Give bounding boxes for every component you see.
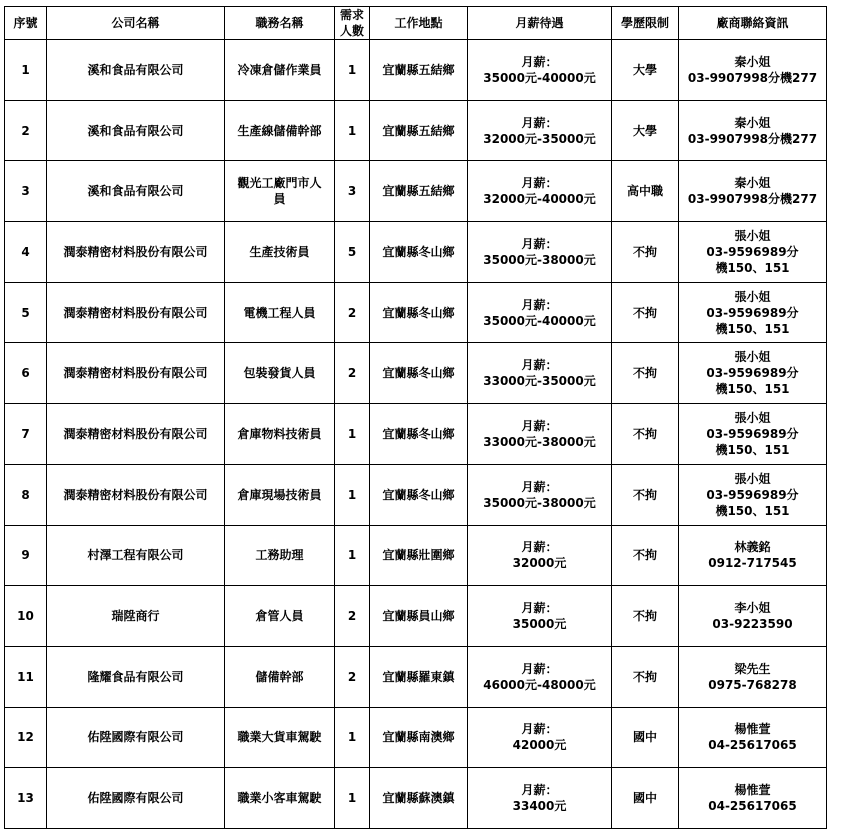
header-index: 序號	[5, 7, 47, 40]
table-row	[5, 646, 827, 707]
cell-salary: 月薪： 42000元	[468, 707, 612, 768]
cell-salary: 月薪： 33000元-38000元	[468, 404, 612, 465]
cell-work-location: 宜蘭縣羅東鎮	[370, 646, 468, 707]
cell-headcount: 1	[335, 40, 370, 101]
cell-salary: 月薪： 35000元-40000元	[468, 282, 612, 343]
cell-index: 2	[5, 100, 47, 161]
table-row	[5, 343, 827, 404]
cell-headcount: 1	[335, 100, 370, 161]
cell-job-title: 倉庫物料技術員	[225, 404, 335, 465]
job-listing-table	[4, 6, 827, 829]
cell-salary: 月薪： 32000元-40000元	[468, 161, 612, 222]
table-body	[5, 40, 827, 829]
cell-work-location: 宜蘭縣冬山鄉	[370, 404, 468, 465]
cell-education: 不拘	[612, 222, 679, 283]
cell-salary: 月薪： 46000元-48000元	[468, 646, 612, 707]
cell-contact-info: 林義銘 0912-717545	[679, 525, 827, 586]
cell-work-location: 宜蘭縣五結鄉	[370, 100, 468, 161]
cell-index: 7	[5, 404, 47, 465]
cell-job-title: 職業大貨車駕駛	[225, 707, 335, 768]
cell-job-title: 倉庫現場技術員	[225, 464, 335, 525]
cell-job-title: 包裝發貨人員	[225, 343, 335, 404]
cell-education: 不拘	[612, 525, 679, 586]
cell-job-title: 生產線儲備幹部	[225, 100, 335, 161]
cell-contact-info: 張小姐 03-9596989分 機150、151	[679, 404, 827, 465]
header-headcount: 需求 人數	[335, 7, 370, 40]
cell-education: 高中職	[612, 161, 679, 222]
cell-headcount: 3	[335, 161, 370, 222]
cell-education: 大學	[612, 100, 679, 161]
cell-job-title: 工務助理	[225, 525, 335, 586]
cell-headcount: 1	[335, 707, 370, 768]
cell-education: 不拘	[612, 586, 679, 647]
header-company-name: 公司名稱	[47, 7, 225, 40]
cell-headcount: 1	[335, 464, 370, 525]
cell-contact-info: 楊惟萱 04-25617065	[679, 768, 827, 829]
cell-job-title: 職業小客車駕駛	[225, 768, 335, 829]
table-row	[5, 525, 827, 586]
cell-index: 5	[5, 282, 47, 343]
cell-education: 不拘	[612, 282, 679, 343]
table-row	[5, 707, 827, 768]
cell-headcount: 1	[335, 404, 370, 465]
cell-job-title: 觀光工廠門市人 員	[225, 161, 335, 222]
cell-education: 大學	[612, 40, 679, 101]
header-salary: 月薪待遇	[468, 7, 612, 40]
cell-index: 12	[5, 707, 47, 768]
cell-index: 1	[5, 40, 47, 101]
table-row	[5, 404, 827, 465]
cell-salary: 月薪： 35000元	[468, 586, 612, 647]
table-row	[5, 464, 827, 525]
cell-company-name: 溪和食品有限公司	[47, 100, 225, 161]
table-row	[5, 768, 827, 829]
cell-contact-info: 張小姐 03-9596989分 機150、151	[679, 343, 827, 404]
cell-company-name: 溪和食品有限公司	[47, 161, 225, 222]
cell-salary: 月薪： 32000元-35000元	[468, 100, 612, 161]
cell-work-location: 宜蘭縣冬山鄉	[370, 464, 468, 525]
cell-job-title: 冷凍倉儲作業員	[225, 40, 335, 101]
cell-index: 9	[5, 525, 47, 586]
cell-headcount: 2	[335, 343, 370, 404]
cell-work-location: 宜蘭縣五結鄉	[370, 161, 468, 222]
cell-contact-info: 秦小姐 03-9907998分機277	[679, 161, 827, 222]
cell-index: 10	[5, 586, 47, 647]
cell-index: 8	[5, 464, 47, 525]
table-row	[5, 282, 827, 343]
cell-headcount: 2	[335, 646, 370, 707]
cell-contact-info: 張小姐 03-9596989分 機150、151	[679, 464, 827, 525]
cell-education: 國中	[612, 707, 679, 768]
cell-education: 不拘	[612, 646, 679, 707]
cell-company-name: 佑陞國際有限公司	[47, 707, 225, 768]
cell-contact-info: 李小姐 03-9223590	[679, 586, 827, 647]
cell-work-location: 宜蘭縣冬山鄉	[370, 343, 468, 404]
cell-company-name: 潤泰精密材料股份有限公司	[47, 464, 225, 525]
cell-work-location: 宜蘭縣冬山鄉	[370, 222, 468, 283]
cell-work-location: 宜蘭縣員山鄉	[370, 586, 468, 647]
cell-education: 不拘	[612, 343, 679, 404]
cell-salary: 月薪： 32000元	[468, 525, 612, 586]
cell-work-location: 宜蘭縣蘇澳鎮	[370, 768, 468, 829]
table-row	[5, 586, 827, 647]
cell-education: 不拘	[612, 404, 679, 465]
cell-salary: 月薪： 35000元-38000元	[468, 222, 612, 283]
cell-index: 4	[5, 222, 47, 283]
cell-contact-info: 楊惟萱 04-25617065	[679, 707, 827, 768]
cell-company-name: 佑陞國際有限公司	[47, 768, 225, 829]
cell-salary: 月薪： 35000元-40000元	[468, 40, 612, 101]
cell-contact-info: 秦小姐 03-9907998分機277	[679, 40, 827, 101]
cell-contact-info: 張小姐 03-9596989分 機150、151	[679, 282, 827, 343]
header-job-title: 職務名稱	[225, 7, 335, 40]
cell-job-title: 儲備幹部	[225, 646, 335, 707]
cell-salary: 月薪： 33400元	[468, 768, 612, 829]
cell-company-name: 潤泰精密材料股份有限公司	[47, 222, 225, 283]
cell-company-name: 隆耀食品有限公司	[47, 646, 225, 707]
cell-contact-info: 梁先生 0975-768278	[679, 646, 827, 707]
cell-job-title: 倉管人員	[225, 586, 335, 647]
header-work-location: 工作地點	[370, 7, 468, 40]
table-row	[5, 161, 827, 222]
cell-job-title: 生產技術員	[225, 222, 335, 283]
cell-company-name: 潤泰精密材料股份有限公司	[47, 404, 225, 465]
cell-headcount: 1	[335, 525, 370, 586]
table-header-row	[5, 7, 827, 40]
cell-headcount: 2	[335, 282, 370, 343]
cell-company-name: 村澤工程有限公司	[47, 525, 225, 586]
cell-company-name: 瑞陞商行	[47, 586, 225, 647]
table-row	[5, 100, 827, 161]
cell-headcount: 5	[335, 222, 370, 283]
cell-contact-info: 秦小姐 03-9907998分機277	[679, 100, 827, 161]
cell-index: 11	[5, 646, 47, 707]
header-contact-info: 廠商聯絡資訊	[679, 7, 827, 40]
cell-job-title: 電機工程人員	[225, 282, 335, 343]
cell-index: 13	[5, 768, 47, 829]
cell-company-name: 潤泰精密材料股份有限公司	[47, 282, 225, 343]
cell-headcount: 2	[335, 586, 370, 647]
cell-salary: 月薪： 35000元-38000元	[468, 464, 612, 525]
cell-education: 國中	[612, 768, 679, 829]
table-row	[5, 222, 827, 283]
cell-index: 6	[5, 343, 47, 404]
cell-salary: 月薪： 33000元-35000元	[468, 343, 612, 404]
cell-company-name: 潤泰精密材料股份有限公司	[47, 343, 225, 404]
cell-work-location: 宜蘭縣五結鄉	[370, 40, 468, 101]
cell-company-name: 溪和食品有限公司	[47, 40, 225, 101]
cell-education: 不拘	[612, 464, 679, 525]
header-education: 學歷限制	[612, 7, 679, 40]
cell-work-location: 宜蘭縣壯圍鄉	[370, 525, 468, 586]
cell-index: 3	[5, 161, 47, 222]
table-row	[5, 40, 827, 101]
cell-headcount: 1	[335, 768, 370, 829]
cell-work-location: 宜蘭縣冬山鄉	[370, 282, 468, 343]
cell-work-location: 宜蘭縣南澳鄉	[370, 707, 468, 768]
cell-contact-info: 張小姐 03-9596989分 機150、151	[679, 222, 827, 283]
